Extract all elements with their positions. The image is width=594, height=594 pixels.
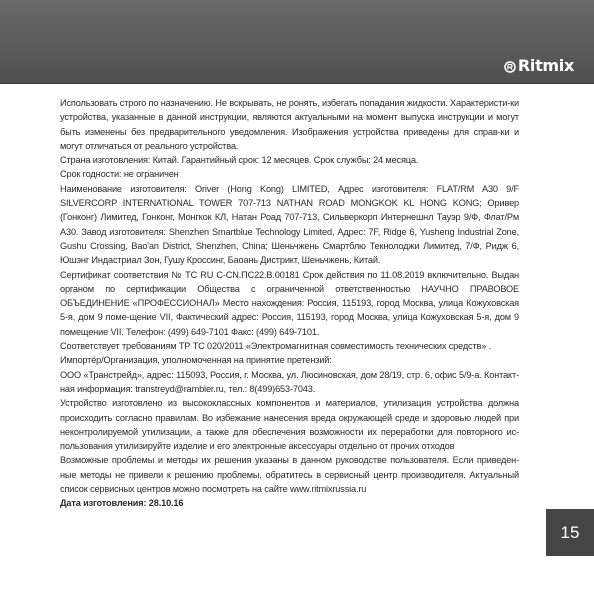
compliance-line: Соответствует требованиям ТР ТС 020/2011 «Электромагнитная совместимость технических средств» .	[60, 341, 492, 352]
shelf-life-line: Срок годности: не ограничен	[60, 169, 179, 180]
header-band	[0, 0, 594, 84]
manufacture-date: Дата изготовления: 28.10.16	[60, 498, 184, 509]
manual-text-body	[60, 96, 519, 511]
disposal-paragraph: Устройство изготовлено из высококлассных компонентов и материалов, утилизация устройства должна происходить согласно правилам. Во избежание нанесения вреда окружающей среде и здоровью людей при неконтролируемой утилизации, а также для обеспечения возможности их переработки для повторного ис-пользования утилизируйте изделие и его электронные аксессуары отдельно от прочих отходов	[60, 398, 519, 452]
brand-logo-text: Ritmix	[517, 56, 574, 75]
page-number: 15	[546, 509, 594, 556]
importer-paragraph: ООО «Транстрейд», адрес: 115093, Россия, г. Москва, ул. Люсиновская, дом 28/19, стр. 6, офис 5/9-а. Контакт-ная информация: transtreyd@rambler.ru, тел.: 8(499)653-7043.	[60, 369, 519, 394]
brand-mark-icon	[504, 60, 516, 72]
troubleshooting-paragraph: Возможные проблемы и методы их решения указаны в данном руководстве пользователя. Если приведен-ные методы не привели к решению проблемы, обратитесь в сервисный центр производителя. Актуальный список сервисных центров можно посмотреть на сайте www.ritmixrussia.ru	[60, 455, 519, 495]
brand-logo	[504, 58, 574, 74]
country-warranty-line: Страна изготовления: Китай. Гарантийный срок: 12 месяцев. Срок службы: 24 месяца.	[60, 155, 419, 166]
certificate-paragraph: Сертификат соответствия № ТС RU C-CN.ПС22.В.00181 Срок действия по 11.08.2019 включительно. Выдан органом по сертификации Общества с ограниченной ответственностью НАУЧНО ПРАВОВОЕ ОБЪЕДИНЕНИЕ «ПРОФЕССИОНАЛ» Место нахождения: Россия, 115193, город Москва, улица Кожуховская 5-я, дом 9 поме-щение VII, Фактический адрес: Россия, 115193, город Москва, улица Кожуховская 5-я, дом 9 помещение VII. Телефон: (499) 649-7101 Факс: (499) 649-7101.	[60, 269, 519, 337]
usage-warning-paragraph: Использовать строго по назначению. Не вскрывать, не ронять, избегать попадания жидкости. Характеристи-ки устройства, указанные в данной инструкции, являются актуальными на момент выпуска инструкции и могут быть изменены без предварительного уведомления. Изображения устройства приведены для справ-ки и могут отличаться от реального устройства.	[60, 98, 519, 151]
importer-heading: Импортёр/Организация, уполномоченная на принятие претензий:	[60, 355, 332, 366]
manufacturer-paragraph: Наименование изготовителя: Oriver (Hong Kong) LIMITED, Адрес изготовителя: FLAT/RM A30 9/F SILVERCORP INTERNATIONAL TOWER 707-713 NATHAN ROAD MONGKOK KL HONG KONG; Оривер (Гонконг) Лимитед, Гонконг, Монгкок КЛ, Натан Роад 707-713, Сильверкорп Интернешнл Тауэр 9/Ф, Флат/Рм А30. Завод изготовителя: Shenzhen Smartblue Technology Limited, Адрес: 7F, Ridge 6, Yusheng Industrial Zone, Gushu Crossing, Bao'an District, Shenzhen, China; Шеньчжень Смартблю Текнолоджи Лимитед, 7/Ф, Ридж 6, Юшэнг Индастриал Зон, Гушу Кроссинг, Баоань Дистрикт, Шеньчжень, Китай.	[60, 183, 519, 266]
